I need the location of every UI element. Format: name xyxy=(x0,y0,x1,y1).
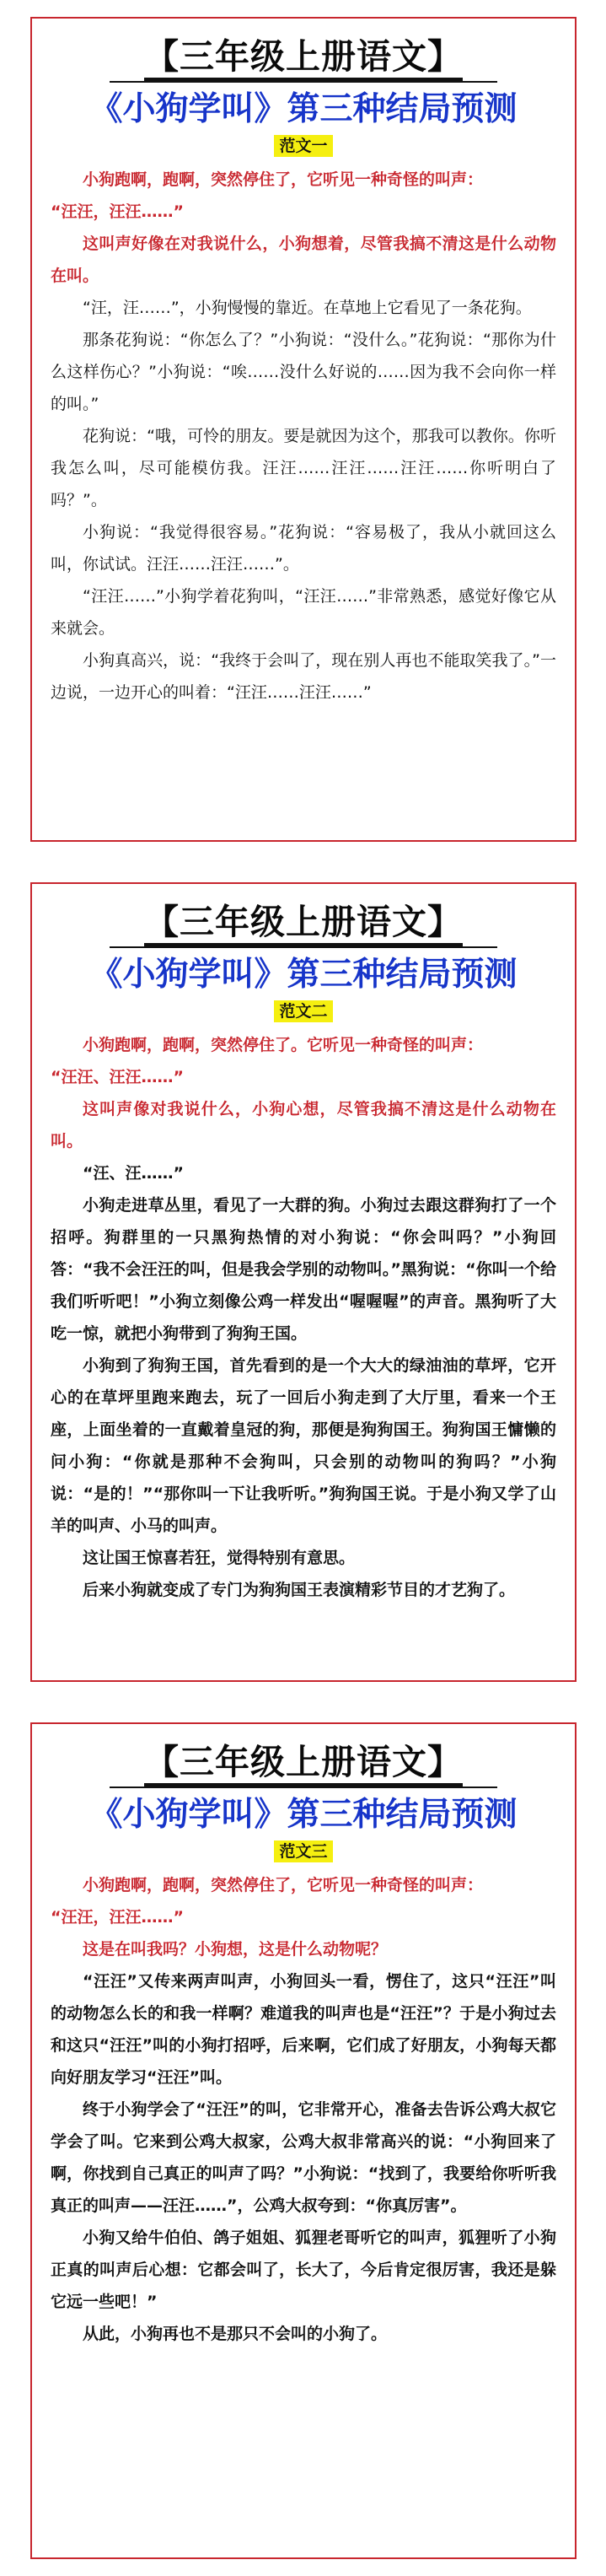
card-subtitle: 《小狗学叫》第三种结局预测 xyxy=(89,90,518,128)
paragraph: 小狗到了狗狗王国，首先看到的是一个大大的绿油油的草坪，它开心的在草坪里跑来跑去，玩了一回后小狗走到了大厅里，看来一个王座，上面坐着的一直戴着皇冠的狗，那便是狗狗国王。狗狗国王慵懒的问小狗：“你就是那种不会狗叫，只会别的动物叫的狗吗？”小狗说：“是的！”“那你叫一下让我听听。”狗狗国王说。于是小狗又学了山羊的叫声、小马的叫声。 xyxy=(51,1356,556,1535)
paragraph: “汪汪，汪汪……” xyxy=(51,202,184,221)
paragraph: “汪汪、汪汪……” xyxy=(51,1068,184,1086)
paragraph: “汪、汪……” xyxy=(83,1164,184,1183)
paragraph: 小狗又给牛伯伯、鸽子姐姐、狐狸老哥听它的叫声，狐狸听了小狗正真的叫声后心想：它都会叫了，长大了，今后肯定很厉害，我还是躲它远一些吧！” xyxy=(51,2228,556,2311)
essay-card-1 xyxy=(30,17,577,842)
paragraph: 终于小狗学会了“汪汪”的叫，它非常开心，准备去告诉公鸡大叔它学会了叫。它来到公鸡大叔家，公鸡大叔非常高兴的说：“小狗回来了啊，你找到自己真正的叫声了吗？”小狗说：“找到了，我要给你听听我真正的叫声——汪汪……”，公鸡大叔夸到：“你真厉害”。 xyxy=(51,2100,556,2215)
paragraph: 后来小狗就变成了专门为狗狗国王表演精彩节目的才艺狗了。 xyxy=(83,1581,516,1599)
essay-body xyxy=(32,1862,575,2350)
paragraph: 从此，小狗再也不是那只不会叫的小狗了。 xyxy=(83,2325,388,2343)
essay-body xyxy=(32,1022,575,1606)
paragraph: “汪，汪……”，小狗慢慢的靠近。在草地上它看见了一条花狗。 xyxy=(83,299,532,317)
card-subtitle: 《小狗学叫》第三种结局预测 xyxy=(89,956,518,994)
paragraph: 小狗说：“我觉得很容易。”花狗说：“容易极了，我从小就回这么叫，你试试。汪汪……汪汪……”。 xyxy=(51,523,556,574)
card-subtitle: 《小狗学叫》第三种结局预测 xyxy=(89,1796,518,1834)
paragraph: “汪汪”又传来两声叫声，小狗回头一看，愣住了，这只“汪汪”叫的动物怎么长的和我一样啊？难道我的叫声也是“汪汪”？于是小狗过去和这只“汪汪”叫的小狗打招呼，后来啊，它们成了好朋友，小狗每天都向好朋友学习“汪汪”叫。 xyxy=(51,1972,556,2087)
paragraph: 这叫声好像在对我说什么，小狗想着，尽管我搞不清这是什么动物在叫。 xyxy=(51,234,556,285)
paragraph: 这是在叫我吗？小狗想，这是什么动物呢？ xyxy=(83,1940,388,1959)
paragraph: 这让国王惊喜若狂，觉得特别有意思。 xyxy=(83,1549,356,1567)
card-title: 【三年级上册语文】 xyxy=(32,35,575,83)
essay-card-3 xyxy=(30,1722,577,2559)
paragraph: 那条花狗说：“你怎么了？”小狗说：“没什么。”花狗说：“那你为什么这样伤心？”小狗说：“唉……没什么好说的……因为我不会向你一样的叫。” xyxy=(51,331,556,413)
paragraph: 小狗跑啊，跑啊，突然停住了。它听见一种奇怪的叫声： xyxy=(83,1036,484,1054)
paragraph: “汪汪……”小狗学着花狗叫，“汪汪……”非常熟悉，感觉好像它从来就会。 xyxy=(51,587,556,638)
paragraph: 小狗真高兴，说：“我终于会叫了，现在别人再也不能取笑我了。”一边说，一边开心的叫着：“汪汪……汪汪……” xyxy=(51,651,556,702)
paragraph: “汪汪，汪汪……” xyxy=(51,1908,184,1927)
essay-body xyxy=(32,157,575,709)
paragraph: 花狗说：“哦，可怜的朋友。要是就因为这个，那我可以教你。你听我怎么叫，尽可能模仿我。汪汪……汪汪……汪汪……你听明白了吗？”。 xyxy=(51,427,556,509)
paragraph: 小狗跑啊，跑啊，突然停住了，它听见一种奇怪的叫声： xyxy=(83,170,484,189)
paragraph: 这叫声像对我说什么，小狗心想，尽管我搞不清这是什么动物在叫。 xyxy=(51,1100,556,1151)
essay-tag: 范文二 xyxy=(274,1000,332,1022)
paragraph: 小狗走进草丛里，看见了一大群的狗。小狗过去跟这群狗打了一个招呼。狗群里的一只黑狗热情的对小狗说：“你会叫吗？”小狗回答：“我不会汪汪的叫，但是我会学别的动物叫。”黑狗说：“你叫一个给我们听听吧！”小狗立刻像公鸡一样发出“喔喔喔”的声音。黑狗听了大吃一惊，就把小狗带到了狗狗王国。 xyxy=(51,1196,556,1343)
essay-tag: 范文三 xyxy=(274,1840,332,1862)
essay-tag: 范文一 xyxy=(274,135,332,157)
paragraph: 小狗跑啊，跑啊，突然停住了，它听见一种奇怪的叫声： xyxy=(83,1876,484,1894)
card-title: 【三年级上册语文】 xyxy=(32,901,575,948)
essay-card-2 xyxy=(30,882,577,1682)
card-title: 【三年级上册语文】 xyxy=(32,1741,575,1788)
